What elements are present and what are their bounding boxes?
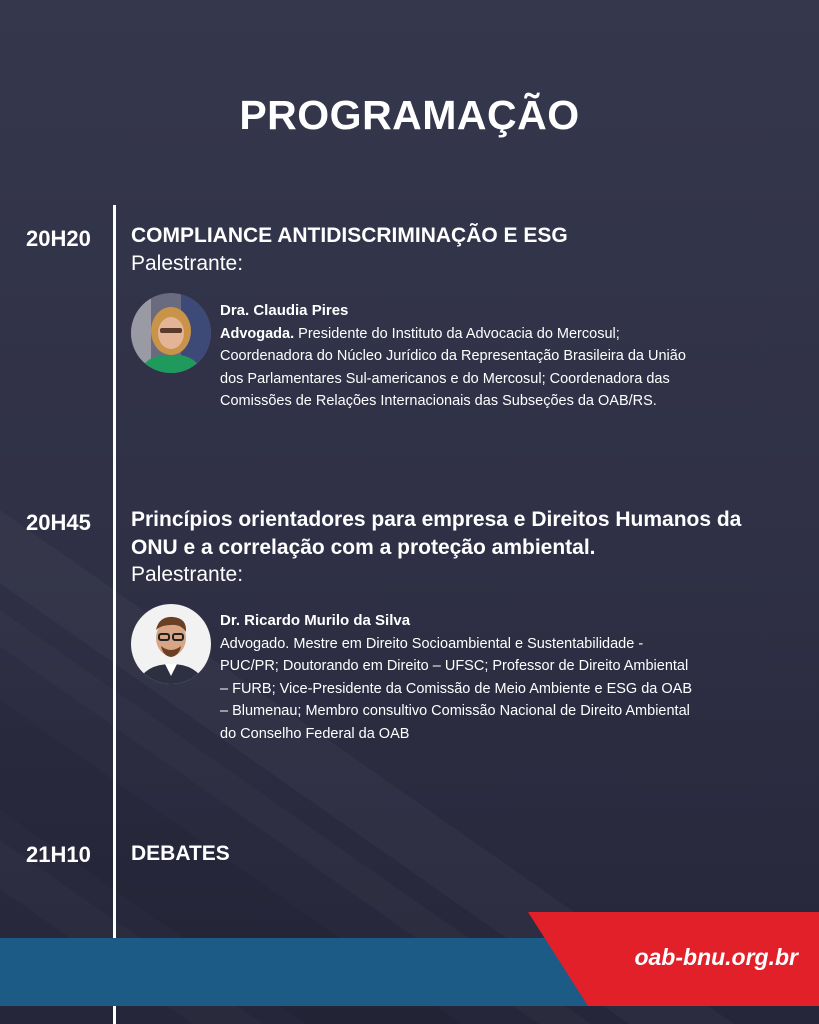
speaker-bio	[220, 610, 700, 746]
session-heading: DEBATES	[131, 842, 230, 865]
speaker-label: Palestrante:	[131, 252, 244, 275]
speaker-label: Palestrante:	[131, 563, 244, 586]
speaker-photo-ricardo	[131, 604, 211, 684]
footer-blue-band	[0, 938, 640, 1006]
session-time: 20H20	[26, 226, 91, 251]
speaker-bio-text: Presidente do Instituto da Advocacia do Mercosul; Coordenadora do Núcleo Jurídico da Representação Brasileira da União dos Parlamentares Sul-americanos e do Mercosul; Coordenadora das Comissões de Relações Internacionais das Subseções da OAB/RS.	[220, 325, 686, 410]
session-time: 21H10	[26, 842, 91, 867]
website-link[interactable]: oab-bnu.org.br	[634, 944, 798, 970]
person-icon	[131, 293, 211, 373]
speaker-bio-text: Advogado. Mestre em Direito Socioambiental e Sustentabilidade - PUC/PR; Doutorando em Direito – UFSC; Professor de Direito Ambiental – FURB; Vice-Presidente da Comissão de Meio Ambiente e ESG da OAB – Blumenau; Membro consultivo Comissão Nacional de Direito Ambiental do Conselho Federal da OAB	[220, 635, 693, 742]
session-heading: Princípios orientadores para empresa e Direitos Humanos da ONU e a correlação com a proteção ambiental.	[131, 508, 742, 559]
page-title: PROGRAMAÇÃO	[239, 92, 580, 138]
speaker-role: Advogada.	[220, 325, 295, 342]
speaker-bio	[220, 300, 700, 413]
timeline-line	[113, 205, 116, 1024]
speaker-name: Dra. Claudia Pires	[220, 302, 349, 319]
session-time: 20H45	[26, 510, 91, 535]
speaker-photo-claudia	[131, 293, 211, 373]
session-heading: COMPLIANCE ANTIDISCRIMINAÇÃO E ESG	[131, 224, 568, 247]
speaker-name: Dr. Ricardo Murilo da Silva	[220, 612, 411, 629]
person-icon	[131, 604, 211, 684]
